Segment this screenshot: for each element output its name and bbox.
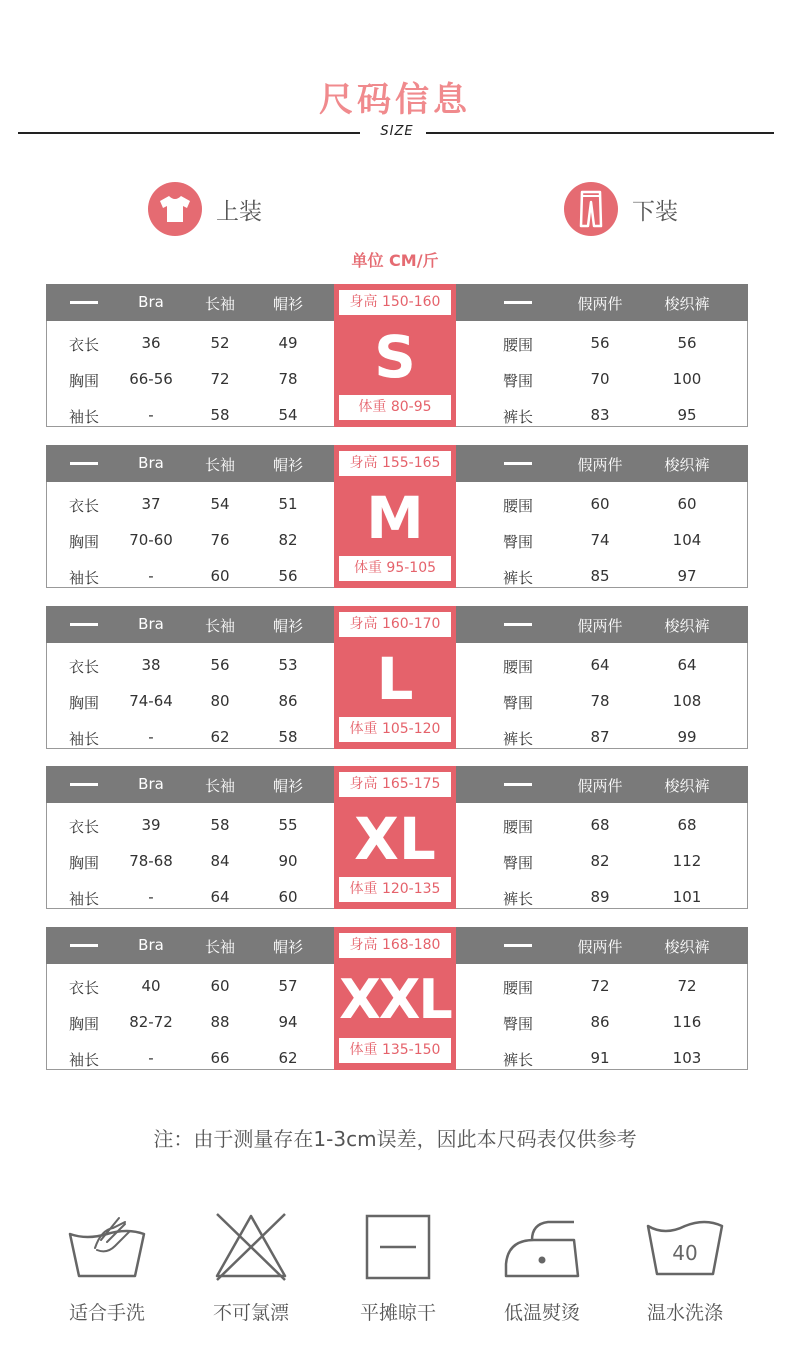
table-cell: - [148, 728, 154, 746]
table-cell: 78-68 [129, 852, 173, 870]
header-dash [504, 301, 532, 304]
table-cell: 86 [278, 692, 298, 710]
category-bottom-label: 下装 [632, 198, 678, 225]
table-cell: 64 [210, 888, 230, 906]
header-dash [70, 623, 98, 626]
table-cell: 60 [278, 888, 298, 906]
table-cell: 胸围 [68, 1015, 99, 1033]
table-cell: 62 [278, 1049, 298, 1067]
table-cell: 袖长 [68, 1051, 99, 1069]
size-label: XXL [339, 968, 451, 1031]
size-table-s [46, 284, 748, 427]
subtitle-row [18, 122, 774, 142]
height-range: 身高 165-175 [339, 772, 451, 797]
table-cell: 116 [672, 1013, 702, 1031]
size-label: L [376, 645, 414, 713]
table-cell: - [148, 567, 154, 585]
table-cell: 100 [672, 370, 702, 388]
weight-range: 体重 95-105 [339, 556, 451, 581]
table-cell: 54 [278, 406, 298, 424]
height-range: 身高 168-180 [339, 933, 451, 958]
table-cell: 裤长 [502, 569, 533, 587]
header-dash [70, 783, 98, 786]
column-header: 梭织裤 [664, 295, 710, 313]
height-range: 身高 160-170 [339, 612, 451, 637]
table-cell: 60 [210, 567, 230, 585]
table-cell: 裤长 [502, 890, 533, 908]
column-header: 帽衫 [272, 295, 303, 313]
table-cell: 57 [278, 977, 298, 995]
table-cell: 衣长 [68, 336, 99, 354]
category-bottom [564, 182, 678, 236]
header-dash [504, 623, 532, 626]
table-cell: 53 [278, 656, 298, 674]
subtitle: SIZE [380, 124, 414, 139]
table-cell: 108 [672, 692, 702, 710]
care-warm-wash [620, 1210, 750, 1330]
column-header: 假两件 [577, 938, 623, 956]
table-cell: 36 [141, 334, 161, 352]
table-cell: 94 [278, 1013, 298, 1031]
column-header: 帽衫 [272, 617, 303, 635]
size-column [334, 284, 456, 427]
table-cell: 97 [677, 567, 697, 585]
table-cell: 臀围 [502, 694, 533, 712]
care-label: 低温熨烫 [503, 1302, 580, 1324]
table-cell: - [148, 888, 154, 906]
table-cell: 104 [672, 531, 702, 549]
table-cell: 60 [590, 495, 610, 513]
table-cell: 37 [141, 495, 161, 513]
dry-flat-icon [358, 1210, 438, 1282]
table-cell: 62 [210, 728, 230, 746]
height-range: 身高 155-165 [339, 451, 451, 476]
table-cell: 58 [210, 816, 230, 834]
weight-range: 体重 120-135 [339, 877, 451, 902]
table-cell: 58 [278, 728, 298, 746]
table-cell: 裤长 [502, 730, 533, 748]
table-cell: 袖长 [68, 408, 99, 426]
table-cell: 56 [590, 334, 610, 352]
column-header: 梭织裤 [664, 938, 710, 956]
size-table-l [46, 606, 748, 749]
low-iron-icon [502, 1210, 582, 1282]
table-cell: 55 [278, 816, 298, 834]
table-cell: 裤长 [502, 408, 533, 426]
column-header: 长袖 [204, 777, 235, 795]
column-header: 梭织裤 [664, 617, 710, 635]
table-cell: 64 [590, 656, 610, 674]
table-cell: 胸围 [68, 694, 99, 712]
column-header: Bra [138, 936, 164, 954]
table-cell: 91 [590, 1049, 610, 1067]
table-cell: 衣长 [68, 818, 99, 836]
warm-wash-icon [645, 1210, 725, 1282]
table-cell: - [148, 1049, 154, 1067]
care-label: 温水洗涤 [646, 1302, 723, 1324]
table-cell: 76 [210, 531, 230, 549]
care-dry-flat [333, 1210, 463, 1330]
column-header: Bra [138, 454, 164, 472]
column-header: 长袖 [204, 456, 235, 474]
table-cell: 60 [210, 977, 230, 995]
table-cell: 85 [590, 567, 610, 585]
table-cell: 70-60 [129, 531, 173, 549]
table-cell: 胸围 [68, 533, 99, 551]
weight-range: 体重 80-95 [339, 395, 451, 420]
pants-icon [564, 182, 618, 236]
table-cell: 54 [210, 495, 230, 513]
table-cell: 90 [278, 852, 298, 870]
table-cell: 38 [141, 656, 161, 674]
wash-temperature: 40 [672, 1241, 698, 1265]
care-no-bleach [186, 1210, 316, 1330]
table-cell: 51 [278, 495, 298, 513]
table-cell: 74 [590, 531, 610, 549]
care-label: 平摊晾干 [359, 1302, 436, 1324]
weight-range: 体重 105-120 [339, 717, 451, 742]
table-cell: 56 [278, 567, 298, 585]
size-column [334, 445, 456, 588]
header-dash [70, 944, 98, 947]
table-cell: 52 [210, 334, 230, 352]
table-cell: 49 [278, 334, 298, 352]
column-header: 梭织裤 [664, 777, 710, 795]
table-cell: 腰围 [502, 336, 533, 354]
table-cell: 56 [210, 656, 230, 674]
column-header: 长袖 [204, 938, 235, 956]
table-cell: 70 [590, 370, 610, 388]
size-column [334, 606, 456, 749]
table-cell: 99 [677, 728, 697, 746]
table-cell: 72 [210, 370, 230, 388]
table-cell: 88 [210, 1013, 230, 1031]
table-cell: 腰围 [502, 497, 533, 515]
table-cell: 80 [210, 692, 230, 710]
table-cell: 78 [278, 370, 298, 388]
header-dash [70, 462, 98, 465]
table-cell: 74-64 [129, 692, 173, 710]
table-cell: 83 [590, 406, 610, 424]
table-cell: 56 [677, 334, 697, 352]
table-cell: 腰围 [502, 818, 533, 836]
table-cell: 臀围 [502, 372, 533, 390]
tshirt-icon [148, 182, 202, 236]
column-header: 假两件 [577, 617, 623, 635]
table-cell: 87 [590, 728, 610, 746]
table-cell: 袖长 [68, 890, 99, 908]
care-label: 不可氯漂 [212, 1302, 289, 1324]
care-label: 适合手洗 [68, 1302, 145, 1324]
table-cell: 60 [677, 495, 697, 513]
table-cell: 腰围 [502, 658, 533, 676]
table-cell: 胸围 [68, 854, 99, 872]
table-cell: 68 [590, 816, 610, 834]
size-table-m [46, 445, 748, 588]
column-header: 长袖 [204, 617, 235, 635]
table-cell: 101 [672, 888, 702, 906]
column-header: 帽衫 [272, 777, 303, 795]
size-column [334, 927, 456, 1070]
column-header: 长袖 [204, 295, 235, 313]
care-low-iron [477, 1210, 607, 1330]
table-cell: 84 [210, 852, 230, 870]
table-cell: 66 [210, 1049, 230, 1067]
table-cell: 臀围 [502, 1015, 533, 1033]
page-title: 尺码信息 [319, 80, 471, 120]
table-cell: 衣长 [68, 658, 99, 676]
hand-wash-icon [67, 1210, 147, 1282]
table-cell: 胸围 [68, 372, 99, 390]
table-cell: 82 [590, 852, 610, 870]
table-cell: 66-56 [129, 370, 173, 388]
divider-line [426, 132, 774, 134]
table-cell: 82-72 [129, 1013, 173, 1031]
table-cell: 64 [677, 656, 697, 674]
table-cell: 臀围 [502, 854, 533, 872]
measurement-note: 注：由于测量存在1-3cm误差，因此本尺码表仅供参考 [153, 1127, 637, 1151]
table-cell: 95 [677, 406, 697, 424]
table-cell: 82 [278, 531, 298, 549]
size-label: XL [354, 805, 436, 873]
column-header: Bra [138, 293, 164, 311]
table-cell: 40 [141, 977, 161, 995]
size-label: M [366, 484, 424, 552]
table-cell: 72 [677, 977, 697, 995]
weight-range: 体重 135-150 [339, 1038, 451, 1063]
column-header: 梭织裤 [664, 456, 710, 474]
divider-line [18, 132, 360, 134]
column-header: Bra [138, 615, 164, 633]
table-cell: 衣长 [68, 497, 99, 515]
column-header: 假两件 [577, 295, 623, 313]
size-table-xl [46, 766, 748, 909]
table-cell: - [148, 406, 154, 424]
column-header: 帽衫 [272, 456, 303, 474]
header-dash [504, 944, 532, 947]
header-dash [70, 301, 98, 304]
table-cell: 68 [677, 816, 697, 834]
header-dash [504, 462, 532, 465]
column-header: 假两件 [577, 777, 623, 795]
column-header: 假两件 [577, 456, 623, 474]
table-cell: 72 [590, 977, 610, 995]
table-cell: 袖长 [68, 730, 99, 748]
category-top-label: 上装 [216, 198, 262, 225]
table-cell: 58 [210, 406, 230, 424]
size-column [334, 766, 456, 909]
table-cell: 112 [672, 852, 702, 870]
column-header: 帽衫 [272, 938, 303, 956]
column-header: Bra [138, 775, 164, 793]
table-cell: 袖长 [68, 569, 99, 587]
height-range: 身高 150-160 [339, 290, 451, 315]
table-cell: 78 [590, 692, 610, 710]
table-cell: 86 [590, 1013, 610, 1031]
table-cell: 39 [141, 816, 161, 834]
unit-label: 单位 CM/斤 [351, 251, 439, 270]
header-dash [504, 783, 532, 786]
table-cell: 裤长 [502, 1051, 533, 1069]
category-top [148, 182, 262, 236]
size-table-xxl [46, 927, 748, 1070]
no-bleach-icon [211, 1210, 291, 1282]
care-hand-wash [42, 1210, 172, 1330]
table-cell: 衣长 [68, 979, 99, 997]
table-cell: 89 [590, 888, 610, 906]
table-cell: 腰围 [502, 979, 533, 997]
table-cell: 103 [672, 1049, 702, 1067]
table-cell: 臀围 [502, 533, 533, 551]
size-label: S [374, 323, 416, 391]
